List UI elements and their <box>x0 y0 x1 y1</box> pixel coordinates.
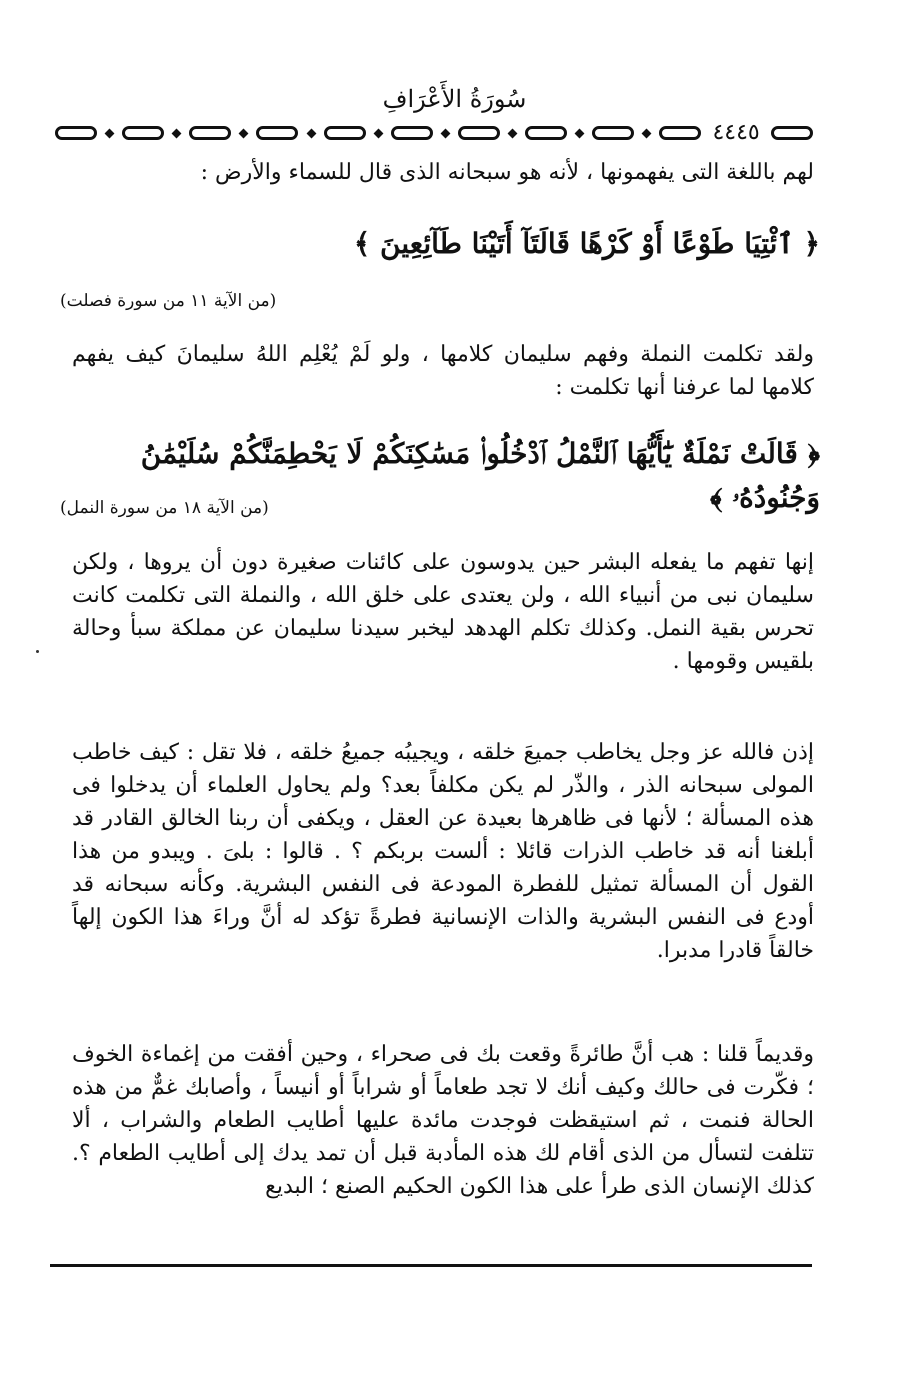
border-oval <box>458 126 500 140</box>
border-diamond <box>642 128 652 138</box>
border-oval <box>324 126 366 140</box>
border-diamond <box>172 128 182 138</box>
border-oval <box>592 126 634 140</box>
border-diamond <box>508 128 518 138</box>
margin-speck <box>36 650 39 653</box>
paragraph-airplane: وقديماً قلنا : هب أنَّ طائرةً وقعت بك فى صحراء ، وحين أفقت من إغماءة الخوف ؛ فكّرت فى حالك وكيف أنك لا تجد طعاماً أو شراباً أو أنيساً ، وأصابك غمٌّ من هذه الحالة فنمت ، ثم استيقظت فوجدت مائدة عليها أطايب الطعام والشراب ، ألا تتلفت لتسأل من الذى أقام لك هذه المأدبة قبل أن تمد يدك إلى أطايب الطعام ؟. كذلك الإنسان الذى طرأ على هذا الكون الحكيم الصنع ؛ البديع <box>72 1042 814 1199</box>
border-diamond <box>306 128 316 138</box>
border-diamond <box>239 128 249 138</box>
border-oval <box>122 126 164 140</box>
intro-line: لهم باللغة التى يفهمونها ، لأنه هو سبحانه الذى قال للسماء والأرض : <box>200 160 814 185</box>
verse-citation-fussilat: (من الآية ١١ من سورة فصلت) <box>60 291 277 311</box>
paragraph-solomon: إنها تفهم ما يفعله البشر حين يدوسون على كائنات صغيرة دون أن يروها ، ولكن سليمان نبى من أنبياء الله ، ولن يعتدى على خلق الله ، والنملة التى تكلمت كانت تحرس بقية النمل. وكذلك تكلم الهدهد ليخبر سيدنا سليمان عن مملكة سبأ وحالة بلقيس وقومها . <box>72 550 814 674</box>
border-oval <box>189 126 231 140</box>
border-oval <box>55 126 97 140</box>
border-diamond <box>373 128 383 138</box>
border-oval <box>391 126 433 140</box>
paragraph-ant: ولقد تكلمت النملة وفهم سليمان كلامها ، ولو لَمْ يُعْلِم اللهُ سليمانَ كيف يفهم كلامها لما عرفنا أنها تكلمت : <box>72 342 814 400</box>
quran-verse-naml: ﴿ قَالَتْ نَمْلَةٌ يَٰٓأَيُّهَا ٱلنَّمْلُ ٱدْخُلُوا۟ مَسَٰكِنَكُمْ لَا يَحْطِمَنَّكُمْ سُلَيْمَٰنُ وَجُنُودُهُۥ ﴾ <box>140 437 820 514</box>
quran-verse-fussilat: ﴿ ٱئْتِيَا طَوْعًا أَوْ كَرْهًا قَالَتَآ أَتَيْنَا طَآئِعِينَ ﴾ <box>353 227 820 260</box>
border-oval <box>256 126 298 140</box>
border-oval <box>659 126 701 140</box>
page-number: ٤٤٤٥ <box>712 120 760 145</box>
bottom-rule <box>50 1264 812 1267</box>
verse-citation-naml: (من الآية ١٨ من سورة النمل) <box>60 498 269 518</box>
paragraph-creation: إذن فالله عز وجل يخاطب جميعَ خلقه ، ويجيبُه جميعُ خلقه ، فلا تقل : كيف خاطب المولى سبحانه الذر ، والذّر لم يكن مكلفاً بعد؟ ولم يحاول العلماء أن يدخلوا فى هذه المسألة ؛ لأنها فى ظاهرها بعيدة عن العقل ، ويكفى أن ربنا الخالق القادر قد أبلغنا أنه قد خاطب الذرات قائلا : ألست بربكم ؟ . قالوا : بلىَ . ويبدو من هذا القول أن المسألة تمثيل للفطرة المودعة فى النفس البشرية. وكأنه سبحانه قد أودع فى النفس البشرية والذات الإنسانية فطرةً تؤكد له أنَّ وراءَ هذا الكون إلهاً خالقاً قادرا مدبرا. <box>72 740 814 963</box>
surah-title: سُورَةُ الأَعْرَافِ <box>382 85 527 113</box>
border-oval <box>771 126 813 140</box>
border-diamond <box>575 128 585 138</box>
ornamental-border <box>55 121 813 145</box>
border-oval <box>525 126 567 140</box>
border-diamond <box>105 128 115 138</box>
border-diamond <box>440 128 450 138</box>
